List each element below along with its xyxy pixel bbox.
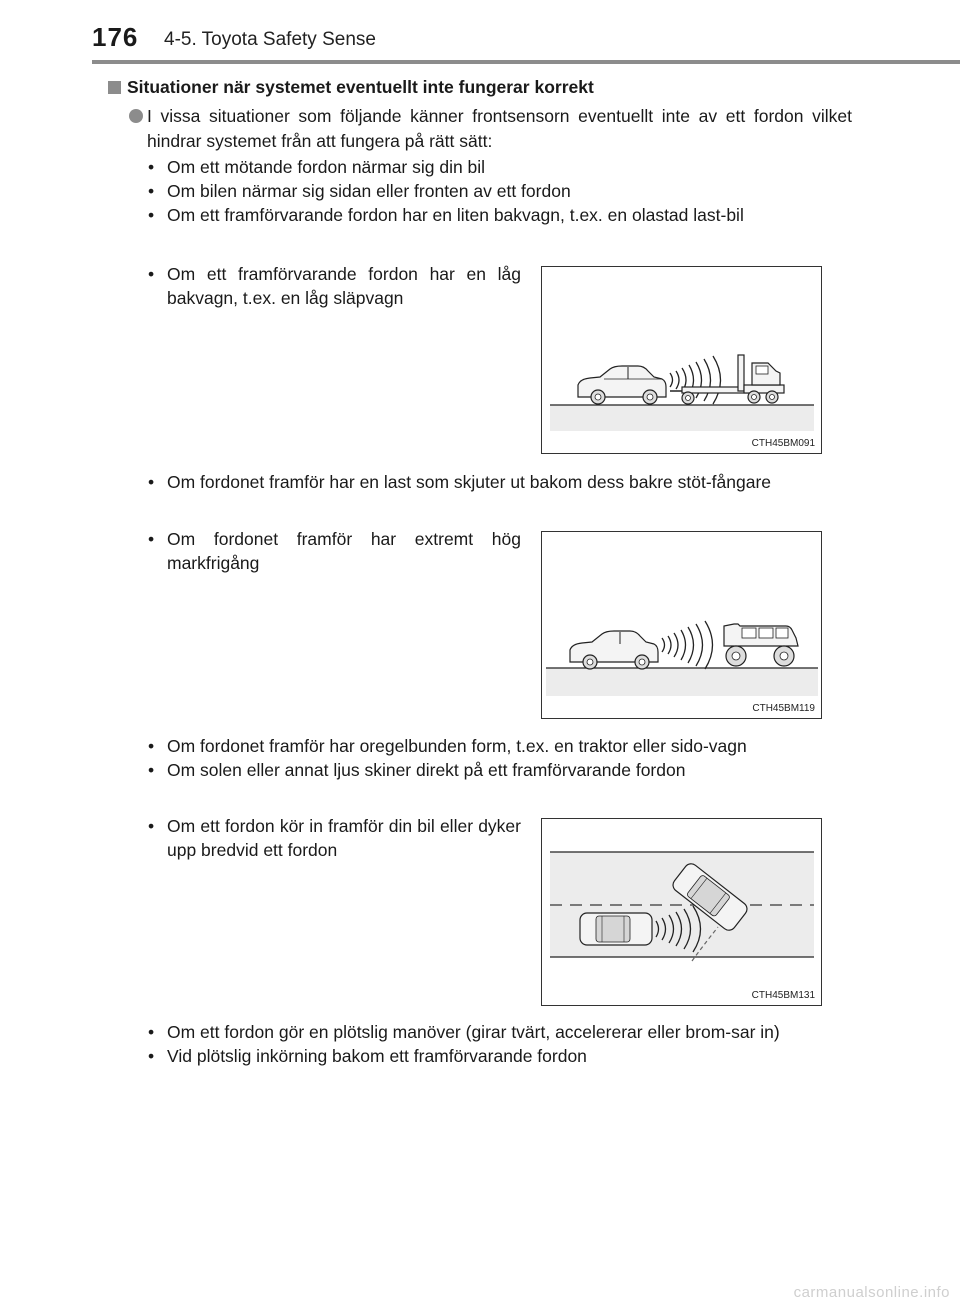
figure-code: CTH45BM119 [752,703,815,714]
intro-text: I vissa situationer som följande känner frontsensorn eventuellt inte av ett fordon vilket hindrar systemet från att fungera på rätt sätt: [147,106,852,151]
figure-high-clearance [541,531,822,719]
intro-paragraph [129,104,852,154]
list-item: • Om ett framförvarande fordon har en liten bakvagn, t.ex. en olastad last-bil [146,203,846,227]
list-item: • Om ett framförvarande fordon har en låg bakvagn, t.ex. en låg släpvagn [146,262,521,310]
bullet-list-fig3 [146,814,521,862]
watermark: carmanualsonline.info [793,1284,950,1301]
figure-code: CTH45BM131 [751,990,815,1001]
header-rule [92,60,960,64]
list-item: • Om fordonet framför har extremt hög markfrigång [146,527,521,575]
circle-bullet-icon [129,109,143,123]
list-item: • Om fordonet framför har oregelbunden form, t.ex. en traktor eller sido-vagn [146,734,846,758]
subsection-heading [108,77,594,98]
list-item: • Om fordonet framför har en last som skjuter ut bakom dess bakre stöt-fångare [146,470,846,494]
list-item: • Om solen eller annat ljus skiner direkt på ett framförvarande fordon [146,758,846,782]
bullet-list-fig1 [146,262,521,310]
list-item: • Om ett mötande fordon närmar sig din bil [146,155,846,179]
heading-text: Situationer när systemet eventuellt inte fungerar korrekt [127,77,594,97]
figure-code: CTH45BM091 [751,438,815,449]
list-item: • Om ett fordon gör en plötslig manöver (girar tvärt, accelererar eller brom-sar in) [146,1020,846,1044]
section-title: 4-5. Toyota Safety Sense [164,29,376,50]
square-bullet-icon [108,81,121,94]
bullet-list-4 [146,1020,846,1068]
bullet-list-2 [146,470,846,494]
bullet-list-3 [146,734,846,782]
list-item: • Om bilen närmar sig sidan eller fronten av ett fordon [146,179,846,203]
bullet-list-1 [146,155,846,227]
list-item: • Om ett fordon kör in framför din bil eller dyker upp bredvid ett fordon [146,814,521,862]
list-item: • Vid plötslig inkörning bakom ett framförvarande fordon [146,1044,846,1068]
figure-low-trailer [541,266,822,454]
bullet-list-fig2 [146,527,521,575]
figure-cut-in [541,818,822,1006]
page-number: 176 [92,22,139,52]
